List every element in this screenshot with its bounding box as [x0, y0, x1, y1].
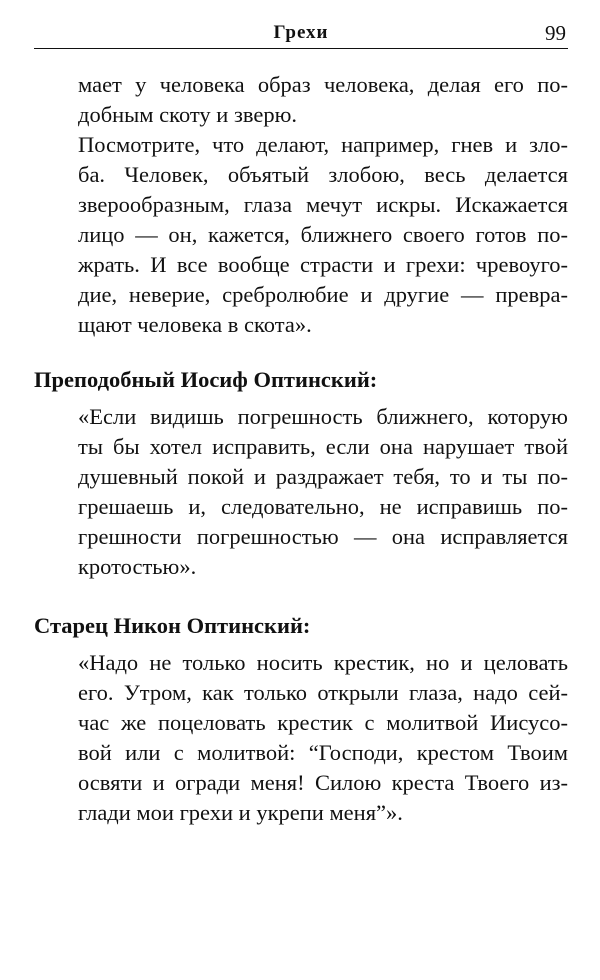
- text-line: «Надо не только носить крестик, но и целовать: [78, 650, 568, 675]
- text-line: глади мои грехи и укрепи меня”».: [78, 800, 403, 825]
- text-line: добным скоту и зверю.: [78, 102, 298, 127]
- running-header: [34, 18, 568, 49]
- text-line: грешаешь и, следовательно, не исправишь по-: [78, 494, 568, 519]
- text-line: «Если видишь погрешность ближнего, которую: [78, 404, 568, 429]
- text-line: зверообразным, глаза мечут искры. Искажается: [78, 192, 568, 217]
- text-line: его. Утром, как только открыли глаза, надо сей-: [78, 680, 568, 705]
- page-number: 99: [545, 21, 566, 45]
- text-line: жрать. И все вообще страсти и грехи: чревоуго-: [78, 252, 568, 277]
- section-heading-iosif: Преподобный Иосиф Оптинский:: [34, 367, 378, 392]
- text-line: кротостью».: [78, 554, 197, 579]
- text-line: грешности погрешностью — она исправляется: [78, 524, 568, 549]
- text-line: ба. Человек, объятый злобою, весь делается: [78, 162, 568, 187]
- text-line: дие, неверие, сребролюбие и другие — превра-: [78, 282, 568, 307]
- text-line: освяти и огради меня! Силою креста Твоего из-: [78, 770, 568, 795]
- text-line: Посмотрите, что делают, например, гнев и зло-: [78, 132, 568, 157]
- text-line: щают человека в скота».: [78, 312, 312, 337]
- text-line: ты бы хотел исправить, если она нарушает твой: [78, 434, 568, 459]
- quote-iosif: [78, 402, 568, 582]
- text-line: час же поцеловать крестик с молитвой Иисусо-: [78, 710, 568, 735]
- running-title: Грехи: [273, 22, 329, 43]
- intro-paragraph: [78, 70, 568, 340]
- text-line: лицо — он, кажется, ближнего своего готов по-: [78, 222, 568, 247]
- text-line: вой или с молитвой: “Господи, крестом Твоим: [78, 740, 568, 765]
- text-line: душевный покой и раздражает тебя, то и ты по-: [78, 464, 568, 489]
- quote-nikon: [78, 648, 568, 828]
- text-line: мает у человека образ человека, делая его по-: [78, 72, 568, 97]
- section-heading-nikon: Старец Никон Оптинский:: [34, 613, 311, 638]
